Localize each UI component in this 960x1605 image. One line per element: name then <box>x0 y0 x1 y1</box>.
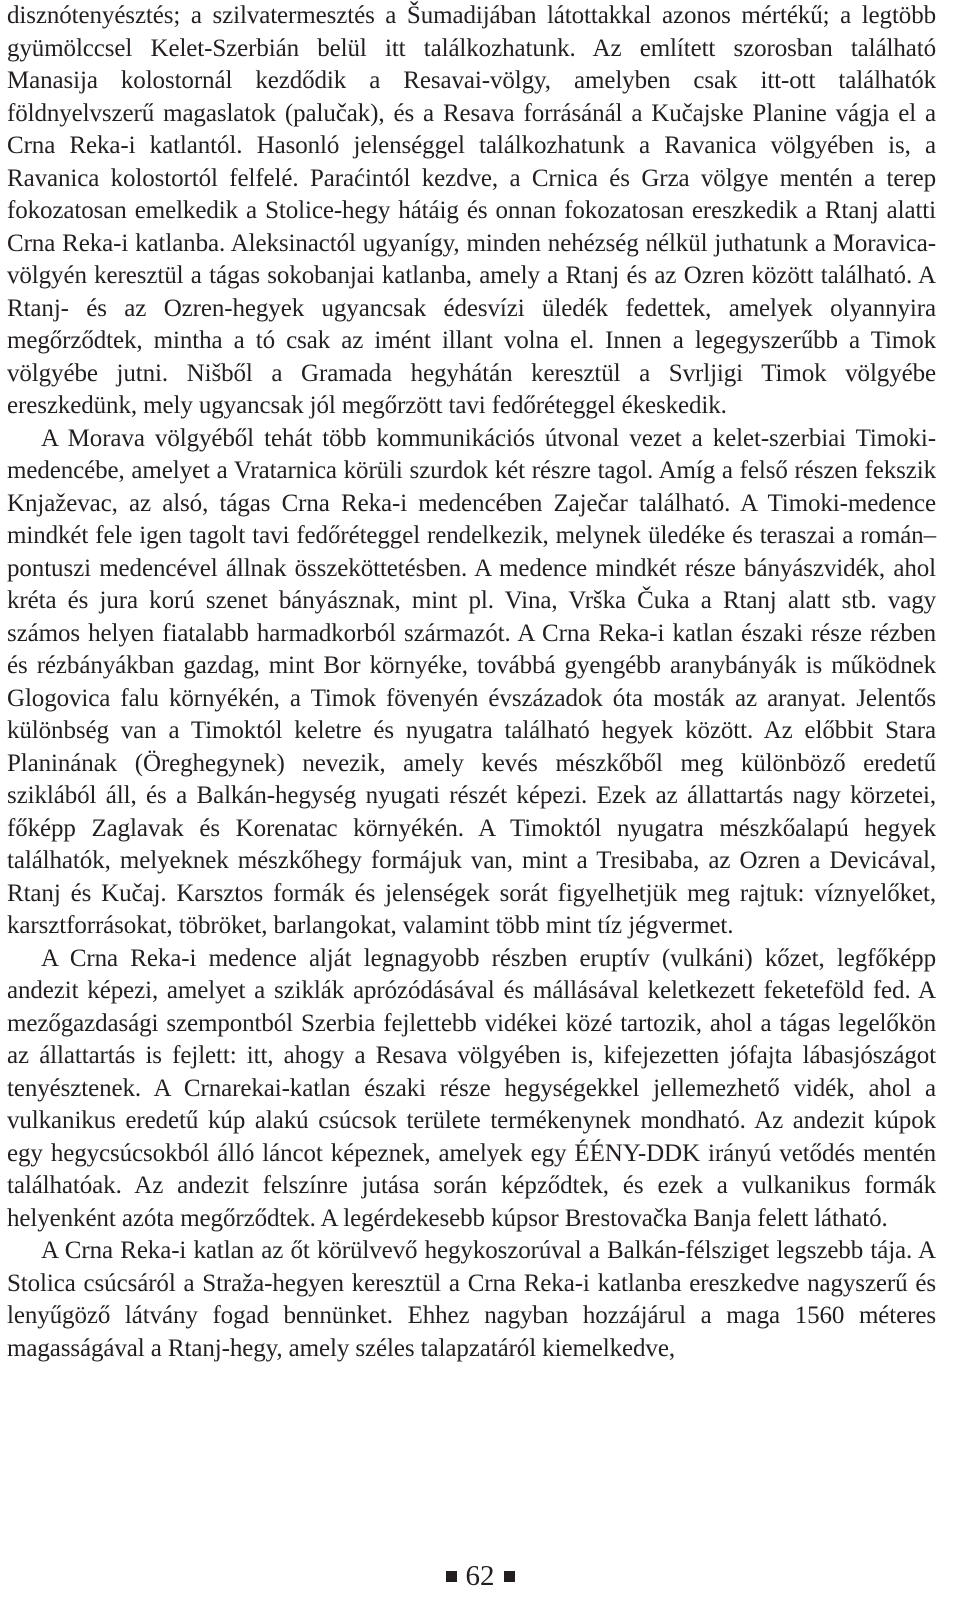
right-square-ornament-icon <box>504 1571 515 1582</box>
left-square-ornament-icon <box>446 1571 457 1582</box>
body-text <box>7 0 936 1365</box>
paragraph-1: disznótenyésztés; a szilvatermesztés a Šumadijában látottakkal azonos mértékű; a legtöbb gyümölccsel Kelet-Szerbián belül itt találkozhatunk. Az említett szorosban található Manasija kolostornál kezdődik a Resavai-völgy, amelyben csak itt-ott találhatók földnyelvszerű magaslatok (palučak), és a Resava forrásánál a Kučajske Planine vágja el a Crna Reka-i katlantól. Hasonló jelenséggel találkozhatunk a Ravanica völgyében is, a Ravanica kolostortól felfelé. Paraćintól kezdve, a Crnica és Grza völgye mentén a terep fokozatosan emelkedik a Stolice-hegy hátáig és onnan fokozatosan ereszkedik a Rtanj alatti Crna Reka-i katlanba. Aleksinactól ugyanígy, minden nehézség nélkül juthatunk a Moravica-völgyén keresztül a tágas sokobanjai katlanba, amely a Rtanj és az Ozren között található. A Rtanj- és az Ozren-hegyek ugyancsak édesvízi üledék fedettek, amelyek olyannyira megőrződtek, mintha a tó csak az imént illant volna el. Innen a legegyszerűbb a Timok völgyébe jutni. Nišből a Gramada hegyhátán keresztül a Svrljigi Timok völgyébe ereszkedünk, mely ugyancsak jól megőrzött tavi fedőréteggel ékeskedik. <box>7 2 936 419</box>
paragraph-4: A Crna Reka-i katlan az őt körülvevő hegykoszorúval a Balkán-félsziget legszebb tája. A Stolica csúcsáról a Straža-hegyen keresztül a Crna Reka-i katlanba ereszkedve nagyszerű és lenyűgöző látvány fogad bennünket. Ehhez nagyban hozzájárul a maga 1560 méteres magasságával a Rtanj-hegy, amely széles talapzatáról kiemelkedve, <box>7 1237 936 1362</box>
paragraph-2: A Morava völgyéből tehát több kommunikációs útvonal vezet a kelet-szerbiai Timoki-medencébe, amelyet a Vratarnica körüli szurdok két részre tagol. Amíg a felső részen fekszik Knjaževac, az alsó, tágas Crna Reka-i medencében Zaječar található. A Timoki-medence mindkét fele igen tagolt tavi fedőréteggel rendelkezik, melynek üledéke és teraszai a román–pontuszi medencével állnak összeköttetésben. A medence mindkét része bányászvidék, ahol kréta és jura korú szenet bányásznak, mint pl. Vina, Vrška Čuka a Rtanj alatt stb. vagy számos helyen fiatalabb harmadkorból származót. A Crna Reka-i katlan északi része rézben és rézbányákban gazdag, mint Bor környéke, továbbá gyengébb aranybányák is működnek Glogovica falu környékén, a Timok fövenyén évszázadok óta mosták az aranyat. Jelentős különbség van a Timoktól keletre és nyugatra található hegyek között. Az előbbit Stara Planinának (Öreghegynek) nevezik, amely kevés mészkőből meg különböző eredetű sziklából áll, és a Balkán-hegység nyugati részét képezi. Ezek az állattartás nagy körzetei, főképp Zaglavak és Korenatac környékén. A Timoktól nyugatra mészkőalapú hegyek találhatók, melyeknek mészkőhegy formájuk van, mint a Tresibaba, az Ozren a Devicával, Rtanj és Kučaj. Karsztos formák és jelenségek sorát figyelhetjük meg rajtuk: víznyelőket, karsztforrásokat, töbröket, barlangokat, valamint több mint tíz jégvermet. <box>7 424 936 939</box>
paragraph-3: A Crna Reka-i medence alját legnagyobb részben eruptív (vulkáni) kőzet, legfőképp andezit képezi, amelyet a sziklák aprózódásával és mállásával keletkezett feketeföld fed. A mezőgazdasági szempontból Szerbia fejlettebb vidékei közé tartozik, ahol a tágas legelőkön az állattartás is fejlett: itt, ahogy a Resava völgyében is, kifejezetten jófajta lábasjószágot tenyésztenek. A Crnarekai-katlan északi része hegységekkel jellemezhető vidék, ahol a vulkanikus eredetű kúp alakú csúcsok területe termékenynek mondható. Az andezit kúpok egy hegycsúcsokból álló láncot képeznek, amelyek egy ÉÉNY-DDK irányú vetődés mentén találhatóak. Az andezit felszínre jutása során képződtek, és ezek a vulkanikus formák helyenként azóta megőrződtek. A legérdekesebb kúpsor Brestovačka Banja felett látható. <box>7 944 936 1232</box>
page-number: 62 <box>465 1560 495 1592</box>
page-footer <box>0 1558 960 1594</box>
